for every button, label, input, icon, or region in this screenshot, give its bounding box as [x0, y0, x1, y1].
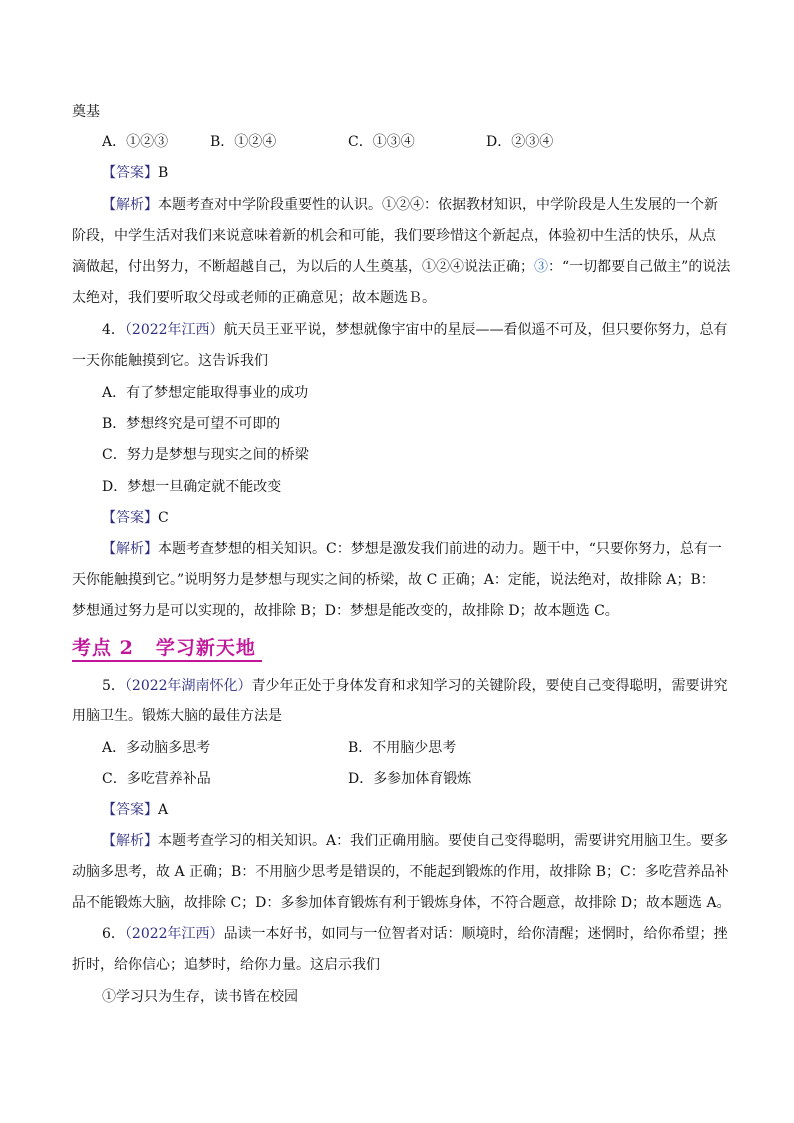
q5-answer: [102, 800, 168, 820]
q5-stem-line-1: [102, 676, 728, 696]
answer-tag: 【答案】: [102, 802, 158, 818]
section-label: 考点 2: [72, 637, 134, 659]
q4-analysis-line-2: 天你能触摸到它。”说明努力是梦想与现实之间的桥梁，故 C 正确；A：定能，说法绝对，故排除 A；B：: [72, 572, 715, 588]
q5-option-d: D．多参加体育锻炼: [348, 771, 472, 787]
analysis-tag: 【解析】: [102, 541, 158, 557]
question-stem: 青少年正处于身体发育和求知学习的关键阶段，要使自己变得聪明，需要讲究: [251, 678, 728, 694]
answer-tag: 【答案】: [102, 165, 158, 181]
q3-analysis-line-3: [72, 257, 730, 277]
q5-option-a: A．多动脑多思考: [102, 740, 211, 756]
analysis-tag: 【解析】: [102, 197, 158, 213]
q3-option-c: C．①③④: [348, 134, 415, 150]
analysis-text-tail: ：“一切都要自己做主”的说法: [548, 259, 731, 275]
analysis-text: 本题考查对中学阶段重要性的认识。①②④：依据教材知识，中学阶段是人生发展的一个新: [158, 197, 718, 213]
q4-option-a: A．有了梦想定能取得事业的成功: [102, 385, 309, 401]
q5-option-b: B．不用脑少思考: [348, 740, 457, 756]
q4-stem-line-2: 一天你能触摸到它。这告诉我们: [72, 353, 268, 369]
question-source: （2022年江西）: [124, 322, 224, 338]
q3-answer: [102, 163, 168, 183]
answer-value: B: [158, 165, 169, 181]
q5-option-c: C．多吃营养补品: [102, 771, 211, 787]
question-number: 5．: [102, 678, 125, 694]
q5-analysis-line-3: 品不能锻炼大脑，故排除 C；D：多参加体育锻炼有利于锻炼身体，不符合题意，故排除 D；故本题选 A。: [72, 895, 731, 911]
q6-stem-line-1: [102, 924, 728, 944]
q4-option-d: D．梦想一旦确定就不能改变: [102, 479, 282, 495]
q4-analysis-line-1: [102, 539, 722, 559]
question-source: （2022年湖南怀化）: [124, 678, 252, 694]
analysis-text: 本题考查梦想的相关知识。C：梦想是激发我们前进的动力。题干中，“只要你努力，总有一: [158, 541, 722, 557]
q3-analysis-line-4: 太绝对，我们要听取父母或老师的正确意见；故本题选Ｂ。: [72, 290, 436, 306]
q4-answer: [102, 508, 169, 528]
q3-option-d: D．②③④: [486, 134, 554, 150]
question-source: （2022年江西）: [124, 926, 224, 942]
q6-statement-1: ①学习只为生存，读书皆在校园: [102, 989, 298, 1005]
question-number: 4．: [102, 322, 125, 338]
q4-option-c: C．努力是梦想与现实之间的桥梁: [102, 447, 309, 463]
q3-option-a: A．①②③: [102, 134, 169, 150]
q3-analysis-line-1: [102, 195, 718, 215]
question-number: 6．: [102, 926, 125, 942]
question-stem: 品读一本好书，如同与一位智者对话：顺境时，给你清醒；迷惘时，给你希望；挫: [223, 926, 728, 942]
section-heading: [72, 636, 256, 660]
q4-analysis-line-3: 梦想通过努力是可以实现的，故排除 B；D：梦想是能改变的，故排除 D；故本题选 C。: [72, 603, 619, 619]
q3-stem-continuation: 奠基: [72, 104, 100, 120]
q5-analysis-line-1: [102, 831, 728, 851]
item-marker-3: ③: [534, 259, 548, 275]
answer-value: A: [158, 802, 169, 818]
answer-value: C: [158, 510, 169, 526]
question-stem: 航天员王亚平说，梦想就像宇宙中的星辰——看似遥不可及，但只要你努力，总有: [223, 322, 728, 338]
section-title: 学习新天地: [155, 637, 256, 659]
q6-stem-line-2: 折时，给你信心；追梦时，给你力量。这启示我们: [72, 957, 380, 973]
answer-tag: 【答案】: [102, 510, 158, 526]
q4-stem-line-1: [102, 320, 728, 340]
q5-stem-line-2: 用脑卫生。锻炼大脑的最佳方法是: [72, 708, 282, 724]
section-heading-underline: [72, 660, 262, 662]
analysis-text: 滴做起，付出努力，不断超越自己，为以后的人生奠基，①②④说法正确；: [72, 259, 534, 275]
analysis-text: 本题考查学习的相关知识。A：我们正确用脑。要使自己变得聪明，需要讲究用脑卫生。要多: [158, 833, 729, 849]
q3-option-b: B．①②④: [210, 134, 277, 150]
q3-analysis-line-2: 阶段，中学生活对我们来说意味着新的机会和可能，我们要珍惜这个新起点，体验初中生活的快乐，从点: [72, 228, 716, 244]
analysis-tag: 【解析】: [102, 833, 158, 849]
q5-analysis-line-2: 动脑多思考，故 A 正确；B：不用脑少思考是错误的，不能起到锻炼的作用，故排除 B；C：多吃营养品补: [72, 864, 729, 880]
q4-option-b: B．梦想终究是可望不可即的: [102, 416, 281, 432]
